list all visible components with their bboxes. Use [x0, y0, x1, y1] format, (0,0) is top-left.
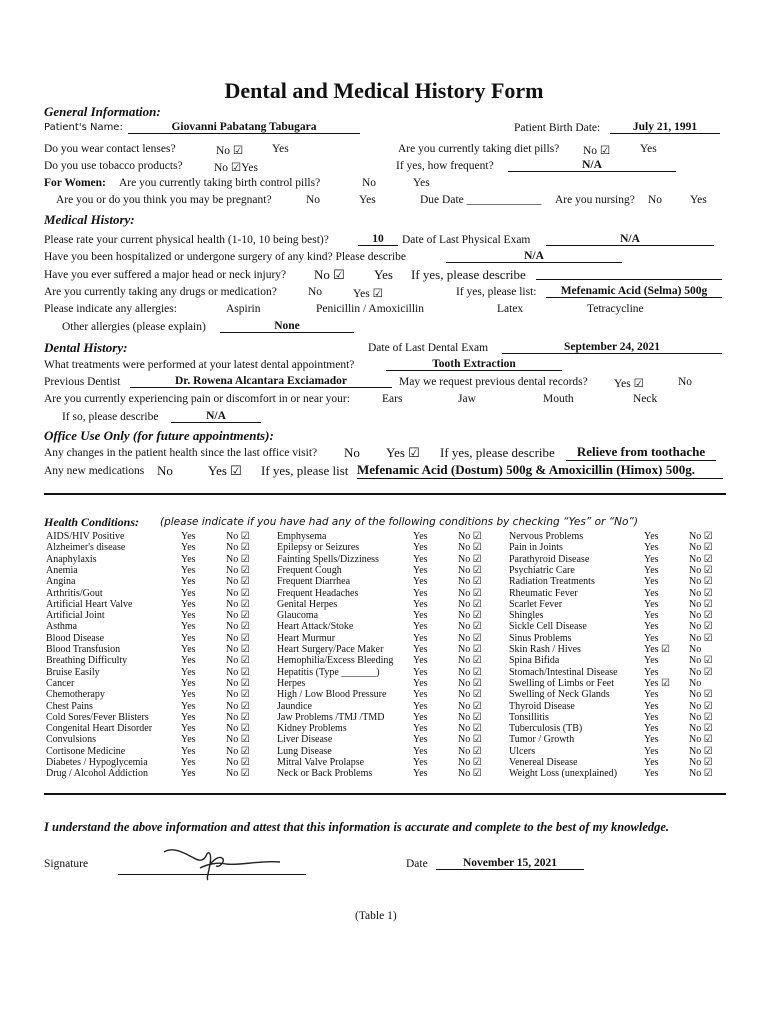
condition-yes[interactable]: Yes	[181, 531, 196, 542]
condition-name: Blood Disease	[46, 632, 105, 644]
condition-yes[interactable]: Yes	[181, 689, 196, 701]
condition-yes[interactable]: Yes	[181, 757, 196, 768]
condition-yes[interactable]: Yes	[181, 700, 196, 712]
condition-yes[interactable]: Yes	[644, 768, 659, 780]
condition-name: Convulsions	[46, 734, 97, 746]
condition-yes[interactable]: Yes	[181, 610, 196, 622]
condition-yes[interactable]: Yes	[181, 632, 196, 644]
condition-no[interactable]: No ☑	[458, 621, 482, 633]
condition-name: Blood Transfusion	[46, 644, 121, 655]
condition-no[interactable]: No ☑	[458, 542, 482, 554]
condition-yes[interactable]: Yes	[181, 723, 196, 735]
condition-yes[interactable]: Yes	[181, 666, 196, 678]
condition-name: Genital Herpes	[277, 598, 338, 610]
condition-name: Glaucoma	[277, 610, 319, 622]
condition-no[interactable]: No ☑	[226, 576, 250, 588]
condition-no[interactable]: No ☑	[689, 587, 713, 599]
head-injury-describe-label: If yes, please describe	[411, 267, 526, 282]
condition-no[interactable]: No ☑	[689, 621, 713, 633]
condition-yes[interactable]: Yes	[413, 700, 428, 712]
condition-yes[interactable]: Yes	[413, 553, 428, 565]
health-rating-question: Please rate your current physical health (1-10, 10 being best)?	[44, 234, 329, 246]
condition-name: Anaphylaxis	[46, 553, 97, 565]
records-question: May we request previous dental records?	[399, 376, 588, 388]
condition-yes[interactable]: Yes	[413, 542, 428, 554]
health-rating-field[interactable]: 10	[358, 233, 398, 246]
condition-yes[interactable]: Yes	[181, 542, 196, 554]
condition-yes[interactable]: Yes	[644, 598, 659, 610]
hospitalized-field[interactable]: N/A	[446, 250, 622, 263]
condition-yes[interactable]: Yes	[413, 610, 428, 622]
condition-name: Weight Loss (unexplained)	[509, 768, 618, 780]
drugs-list-label: If yes, please list:	[456, 286, 537, 298]
allergy-aspirin[interactable]: Aspirin	[226, 303, 261, 315]
condition-no[interactable]: No ☑	[458, 564, 482, 576]
condition-name: Asthma	[46, 621, 78, 633]
condition-yes[interactable]: Yes	[644, 734, 659, 746]
women-label: For Women:	[44, 177, 106, 189]
condition-yes[interactable]: Yes	[413, 655, 428, 667]
condition-name: Frequent Cough	[277, 564, 342, 576]
head-injury-describe-field[interactable]	[536, 266, 722, 280]
condition-yes[interactable]: Yes	[181, 734, 196, 746]
pain-ears[interactable]: Ears	[382, 393, 403, 405]
other-allergies-field[interactable]: None	[220, 320, 354, 333]
condition-name: Ulcers	[509, 745, 536, 757]
condition-no[interactable]: No ☑	[458, 711, 482, 723]
condition-name: Congenital Heart Disorder	[46, 723, 153, 735]
condition-no[interactable]: No ☑	[458, 655, 482, 667]
condition-no[interactable]: No ☑	[458, 610, 482, 622]
patient-name-label: Patient's Name:	[44, 122, 123, 133]
condition-no[interactable]: No ☑	[226, 655, 250, 667]
condition-yes[interactable]: Yes	[644, 531, 659, 542]
condition-yes[interactable]: Yes	[644, 587, 659, 599]
condition-yes[interactable]: Yes	[181, 677, 196, 689]
condition-yes[interactable]: Yes	[413, 576, 428, 588]
new-meds-yes[interactable]: Yes ☑	[208, 463, 242, 478]
nursing-yes[interactable]: Yes	[690, 194, 707, 206]
condition-no[interactable]: No ☑	[689, 576, 713, 588]
condition-no[interactable]: No ☑	[226, 757, 250, 768]
condition-yes[interactable]: Yes	[413, 711, 428, 723]
condition-no[interactable]: No ☑	[689, 542, 713, 554]
tobacco-answer[interactable]: No ☑Yes	[214, 162, 258, 174]
pregnant-yes[interactable]: Yes	[359, 194, 376, 206]
condition-no[interactable]: No ☑	[226, 689, 250, 701]
allergy-latex[interactable]: Latex	[497, 303, 524, 315]
last-dental-field[interactable]: September 24, 2021	[502, 341, 722, 354]
condition-name: Neck or Back Problems	[277, 768, 373, 780]
condition-yes[interactable]: Yes	[413, 757, 428, 768]
frequency-label: If yes, how frequent?	[396, 160, 494, 172]
treatment-field[interactable]: Tooth Extraction	[386, 358, 562, 371]
condition-yes[interactable]: Yes	[644, 576, 659, 588]
diet-yes[interactable]: Yes	[640, 143, 657, 155]
condition-no[interactable]: No ☑	[226, 553, 250, 565]
condition-yes[interactable]: Yes	[181, 576, 196, 588]
condition-name: Chemotherapy	[46, 689, 105, 701]
contacts-yes[interactable]: Yes	[272, 143, 289, 155]
pregnant-question: Are you or do you think you may be pregnant?	[56, 194, 272, 206]
records-no[interactable]: No	[678, 376, 693, 388]
form-title: Dental and Medical History Form	[224, 78, 544, 103]
condition-name: Artificial Joint	[46, 610, 105, 622]
condition-name: Sickle Cell Disease	[509, 621, 587, 633]
office-heading: Office Use Only (for future appointments):	[44, 428, 274, 443]
condition-name: Venereal Disease	[509, 757, 578, 768]
condition-no[interactable]: No ☑	[226, 700, 250, 712]
condition-name: Sinus Problems	[509, 632, 572, 644]
condition-yes[interactable]: Yes	[181, 587, 196, 599]
condition-no[interactable]: No ☑	[226, 531, 250, 542]
condition-no[interactable]: No ☑	[689, 564, 713, 576]
condition-yes[interactable]: Yes	[181, 768, 196, 780]
condition-name: Tuberculosis (TB)	[509, 723, 583, 735]
treatment-question: What treatments were performed at your latest dental appointment?	[44, 359, 355, 371]
condition-name: High / Low Blood Pressure	[277, 689, 387, 701]
condition-yes[interactable]: Yes	[413, 723, 428, 735]
contacts-no[interactable]: No ☑	[216, 145, 244, 157]
condition-name: Jaw Problems /TMJ /TMD	[277, 711, 385, 723]
condition-name: AIDS/HIV Positive	[46, 531, 125, 542]
condition-no[interactable]: No ☑	[226, 768, 250, 780]
condition-name: Emphysema	[277, 531, 327, 542]
records-yes[interactable]: Yes ☑	[614, 378, 644, 390]
condition-yes[interactable]: Yes	[181, 553, 196, 565]
condition-yes[interactable]: Yes	[644, 689, 659, 701]
condition-name: Hepatitis (Type _______)	[277, 666, 380, 678]
condition-name: Artificial Heart Valve	[46, 598, 133, 610]
condition-name: Bruise Easily	[46, 666, 100, 678]
condition-name: Cancer	[46, 677, 75, 689]
drugs-yes[interactable]: Yes ☑	[353, 288, 383, 300]
drugs-list-field[interactable]: Mefenamic Acid (Selma) 500g	[546, 285, 722, 298]
condition-no[interactable]: No ☑	[458, 745, 482, 757]
condition-no[interactable]: No ☑	[458, 757, 482, 768]
condition-name: Radiation Treatments	[509, 576, 595, 588]
condition-name: Breathing Difficulty	[46, 655, 128, 667]
condition-yes[interactable]: Yes	[644, 621, 659, 633]
condition-name: Liver Disease	[277, 734, 333, 746]
condition-yes[interactable]: Yes	[181, 655, 196, 667]
allergy-penicillin[interactable]: Penicillin / Amoxicillin	[316, 303, 424, 315]
condition-name: Skin Rash / Hives	[509, 644, 581, 655]
condition-no[interactable]: No ☑	[458, 734, 482, 746]
condition-no[interactable]: No ☑	[689, 553, 713, 565]
condition-name: Drug / Alcohol Addiction	[46, 768, 148, 780]
condition-no[interactable]: No ☑	[458, 677, 482, 689]
condition-yes[interactable]: Yes	[413, 632, 428, 644]
condition-no[interactable]: No ☑	[458, 553, 482, 565]
condition-name: Swelling of Neck Glands	[509, 689, 610, 701]
condition-name: Chest Pains	[46, 700, 93, 712]
condition-name: Nervous Problems	[509, 531, 584, 542]
condition-yes[interactable]: Yes	[644, 553, 659, 565]
pregnant-no[interactable]: No	[306, 194, 321, 206]
condition-yes[interactable]: Yes	[413, 644, 428, 655]
condition-name: Parathyroid Disease	[509, 553, 590, 565]
changes-question: Any changes in the patient health since the last office visit?	[44, 447, 318, 459]
condition-yes[interactable]: Yes	[413, 587, 428, 599]
condition-name: Fainting Spells/Dizziness	[277, 553, 379, 565]
condition-name: Shingles	[509, 610, 544, 622]
condition-yes[interactable]: Yes	[413, 745, 428, 757]
condition-yes[interactable]: Yes ☑	[644, 677, 671, 689]
pain-describe-label: If so, please describe	[62, 411, 159, 423]
birth-control-no[interactable]: No	[362, 177, 377, 189]
condition-name: Anemia	[46, 564, 78, 576]
condition-name: Rheumatic Fever	[509, 587, 578, 599]
birth-control-yes[interactable]: Yes	[413, 177, 430, 189]
condition-no[interactable]: No ☑	[689, 610, 713, 622]
condition-no[interactable]: No ☑	[226, 723, 250, 735]
dental-heading: Dental History:	[44, 340, 128, 355]
last-dental-label: Date of Last Dental Exam	[368, 342, 489, 354]
divider-bottom	[44, 793, 726, 795]
condition-no[interactable]: No ☑	[689, 666, 713, 678]
condition-name: Arthritis/Gout	[46, 587, 103, 599]
condition-no[interactable]: No ☑	[458, 689, 482, 701]
condition-yes[interactable]: Yes	[181, 621, 196, 633]
condition-name: Heart Attack/Stoke	[277, 621, 354, 633]
condition-no[interactable]: No ☑	[226, 745, 250, 757]
signature-scribble	[160, 842, 310, 882]
condition-name: Cold Sores/Fever Blisters	[46, 711, 149, 723]
condition-no[interactable]: No ☑	[226, 587, 250, 599]
condition-yes[interactable]: Yes	[413, 598, 428, 610]
condition-no[interactable]: No ☑	[689, 700, 713, 712]
condition-no[interactable]: No ☑	[689, 734, 713, 746]
condition-no[interactable]: No ☑	[226, 610, 250, 622]
condition-no[interactable]: No ☑	[689, 757, 713, 768]
last-physical-field[interactable]: N/A	[546, 233, 714, 246]
last-physical-label: Date of Last Physical Exam	[402, 234, 531, 246]
pain-jaw[interactable]: Jaw	[458, 393, 476, 405]
condition-name: Thyroid Disease	[509, 700, 575, 712]
condition-yes[interactable]: Yes	[413, 689, 428, 701]
condition-no[interactable]: No ☑	[458, 768, 482, 780]
tobacco-question: Do you use tobacco products?	[44, 160, 183, 172]
previous-dentist-field[interactable]: Dr. Rowena Alcantara Exciamador	[130, 375, 392, 388]
date-label: Date	[406, 858, 428, 870]
condition-yes[interactable]: Yes	[644, 711, 659, 723]
condition-yes[interactable]: Yes	[644, 655, 659, 667]
condition-name: Scarlet Fever	[509, 598, 563, 610]
condition-no[interactable]: No ☑	[689, 689, 713, 701]
condition-yes[interactable]: Yes	[413, 734, 428, 746]
condition-yes[interactable]: Yes	[181, 644, 196, 655]
condition-name: Tumor / Growth	[509, 734, 575, 746]
condition-no[interactable]: No	[689, 677, 702, 689]
condition-yes[interactable]: Yes	[413, 531, 428, 542]
condition-no[interactable]: No ☑	[226, 598, 250, 610]
condition-no[interactable]: No ☑	[458, 587, 482, 599]
due-date-field[interactable]: Due Date _____________	[420, 194, 542, 206]
drugs-no[interactable]: No	[308, 286, 323, 298]
attestation-statement: I understand the above information and attest that this information is accurate and complete to the best of my knowledge.	[44, 820, 670, 834]
condition-yes[interactable]: Yes	[413, 677, 428, 689]
condition-no[interactable]: No ☑	[226, 734, 250, 746]
condition-name: Diabetes / Hypoglycemia	[46, 757, 148, 768]
condition-yes[interactable]: Yes	[644, 666, 659, 678]
condition-no[interactable]: No ☑	[458, 666, 482, 678]
divider-top	[44, 493, 726, 495]
condition-no[interactable]: No ☑	[458, 632, 482, 644]
condition-no[interactable]: No ☑	[226, 632, 250, 644]
condition-yes[interactable]: Yes	[644, 542, 659, 554]
condition-no[interactable]: No ☑	[689, 745, 713, 757]
new-meds-list-label: If yes, please list	[261, 463, 349, 478]
allergies-question: Please indicate any allergies:	[44, 303, 177, 315]
condition-name: Lung Disease	[277, 745, 332, 757]
condition-name: Tonsillitis	[509, 711, 549, 723]
condition-no[interactable]: No ☑	[226, 666, 250, 678]
condition-no[interactable]: No ☑	[458, 598, 482, 610]
condition-yes[interactable]: Yes	[644, 564, 659, 576]
new-meds-list-field[interactable]: Mefenamic Acid (Dostum) 500g & Amoxicillin (Himox) 500g.	[357, 462, 723, 479]
table-caption: (Table 1)	[355, 910, 397, 922]
condition-no[interactable]: No ☑	[458, 700, 482, 712]
changes-describe-field[interactable]: Relieve from toothache	[566, 444, 716, 461]
allergy-tetracycline[interactable]: Tetracycline	[587, 303, 644, 315]
nursing-question: Are you nursing?	[555, 194, 635, 206]
condition-yes[interactable]: Yes	[413, 621, 428, 633]
condition-yes[interactable]: Yes	[413, 564, 428, 576]
condition-yes[interactable]: Yes	[644, 723, 659, 735]
head-injury-no[interactable]: No ☑	[314, 267, 345, 282]
condition-yes[interactable]: Yes	[413, 768, 428, 780]
patient-name-field[interactable]: Giovanni Pabatang Tabugara	[128, 121, 360, 134]
condition-name: Frequent Diarrhea	[277, 576, 351, 588]
condition-no[interactable]: No ☑	[458, 723, 482, 735]
condition-yes[interactable]: Yes	[644, 700, 659, 712]
health-instruction: (please indicate if you have had any of the following conditions by checking “Yes” or “No”)	[160, 516, 638, 528]
signature-date-field[interactable]: November 15, 2021	[436, 857, 584, 870]
condition-name: Alzheimer's disease	[46, 542, 126, 554]
pain-mouth[interactable]: Mouth	[543, 393, 574, 405]
condition-name: Heart Surgery/Pace Maker	[277, 644, 384, 655]
condition-name: Spina Bifida	[509, 655, 560, 667]
condition-name: Epilepsy or Seizures	[277, 542, 360, 554]
nursing-no[interactable]: No	[648, 194, 663, 206]
condition-no[interactable]: No ☑	[689, 723, 713, 735]
condition-name: Cortisone Medicine	[46, 745, 126, 757]
condition-no[interactable]: No ☑	[458, 644, 482, 655]
condition-no[interactable]: No ☑	[226, 677, 250, 689]
pain-question: Are you currently experiencing pain or discomfort in or near your:	[44, 393, 350, 405]
contacts-question: Do you wear contact lenses?	[44, 143, 176, 155]
condition-no[interactable]: No ☑	[226, 621, 250, 633]
condition-name: Hemophilia/Excess Bleeding	[277, 655, 394, 667]
condition-name: Herpes	[277, 677, 306, 689]
condition-no[interactable]: No ☑	[689, 768, 713, 780]
condition-name: Jaundice	[277, 700, 312, 712]
condition-name: Psychiatric Care	[509, 564, 575, 576]
condition-yes[interactable]: Yes	[181, 745, 196, 757]
condition-no[interactable]: No ☑	[689, 632, 713, 644]
condition-yes[interactable]: Yes	[644, 745, 659, 757]
condition-no[interactable]: No ☑	[226, 711, 250, 723]
diet-no[interactable]: No ☑	[583, 145, 611, 157]
condition-yes[interactable]: Yes	[181, 711, 196, 723]
drugs-question: Are you currently taking any drugs or medication?	[44, 286, 277, 298]
health-heading: Health Conditions:	[44, 515, 140, 529]
head-injury-yes[interactable]: Yes	[374, 267, 393, 282]
condition-no[interactable]: No ☑	[226, 542, 250, 554]
condition-yes[interactable]: Yes	[181, 598, 196, 610]
condition-yes[interactable]: Yes	[644, 610, 659, 622]
condition-no[interactable]: No ☑	[689, 711, 713, 723]
pain-neck[interactable]: Neck	[633, 393, 658, 405]
condition-name: Frequent Headaches	[277, 587, 359, 599]
condition-yes[interactable]: Yes	[413, 666, 428, 678]
condition-no[interactable]: No ☑	[689, 598, 713, 610]
condition-no[interactable]: No ☑	[689, 655, 713, 667]
condition-name: Angina	[46, 576, 76, 588]
signature-label: Signature	[44, 858, 89, 870]
condition-name: Mitral Valve Prolapse	[277, 757, 365, 768]
general-heading: General Information:	[44, 104, 161, 119]
diet-question: Are you currently taking diet pills?	[398, 143, 560, 155]
condition-no[interactable]: No ☑	[458, 531, 482, 542]
changes-describe-label: If yes, please describe	[440, 445, 555, 460]
pain-describe-field[interactable]: N/A	[171, 410, 261, 423]
medical-heading: Medical History:	[44, 212, 135, 227]
condition-no[interactable]: No ☑	[689, 531, 713, 542]
condition-yes[interactable]: Yes ☑	[644, 644, 671, 655]
frequency-field[interactable]: N/A	[508, 159, 676, 172]
condition-yes[interactable]: Yes	[644, 632, 659, 644]
previous-dentist-label: Previous Dentist	[44, 376, 121, 388]
new-meds-question: Any new medications	[44, 465, 145, 477]
birth-date-label: Patient Birth Date:	[514, 122, 601, 134]
birth-date-field[interactable]: July 21, 1991	[610, 121, 720, 134]
condition-name: Stomach/Intestinal Disease	[509, 666, 618, 678]
changes-no[interactable]: No	[344, 445, 360, 460]
condition-name: Pain in Joints	[509, 542, 563, 554]
other-allergies-label: Other allergies (please explain)	[62, 321, 206, 333]
condition-name: Kidney Problems	[277, 723, 347, 735]
condition-yes[interactable]: Yes	[181, 564, 196, 576]
condition-name: Heart Murmur	[277, 632, 336, 644]
new-meds-no[interactable]: No	[157, 463, 173, 478]
head-injury-question: Have you ever suffered a major head or neck injury?	[44, 269, 287, 281]
birth-control-question: Are you currently taking birth control pills?	[119, 177, 321, 189]
condition-no[interactable]: No ☑	[226, 644, 250, 655]
condition-name: Swelling of Limbs or Feet	[509, 677, 614, 689]
condition-no[interactable]: No	[689, 644, 702, 655]
condition-yes[interactable]: Yes	[644, 757, 659, 768]
hospitalized-question: Have you been hospitalized or undergone surgery of any kind? Please describe	[44, 251, 407, 263]
condition-no[interactable]: No ☑	[226, 564, 250, 576]
changes-yes[interactable]: Yes ☑	[386, 445, 420, 460]
condition-no[interactable]: No ☑	[458, 576, 482, 588]
